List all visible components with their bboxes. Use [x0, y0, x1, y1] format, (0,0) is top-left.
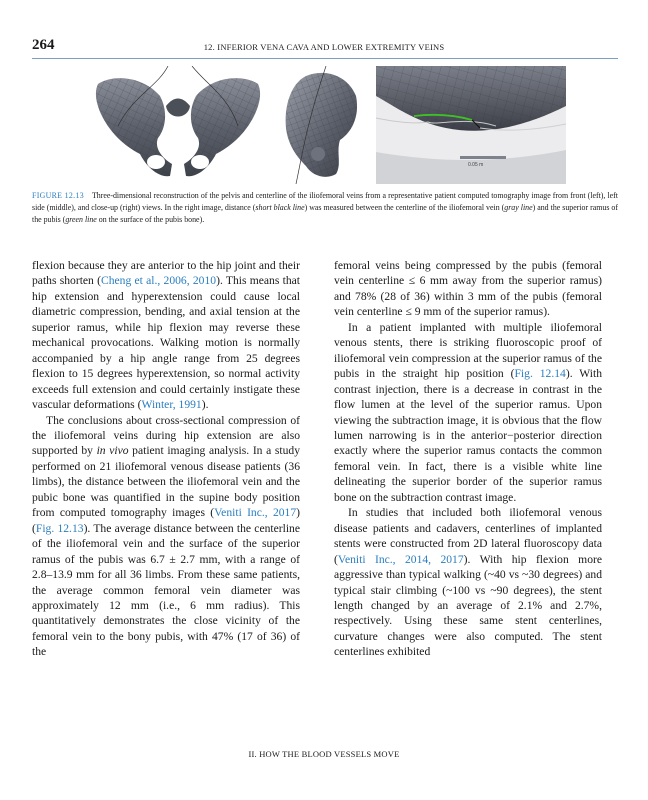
body-text: femoral veins being compressed by the pubis (femoral vein centerline ≤ 6 mm away from the superior ramus) and 78% (28 of 36) within 3 mm of the pubis (femoral vein centerline ≤ 9 mm of the superior ramus).: [334, 259, 602, 319]
caption-text: on the surface of the pubis bone).: [96, 215, 205, 224]
citation-link[interactable]: Winter, 1991: [141, 398, 202, 412]
pubis-closeup-image: [376, 66, 566, 184]
body-text: flexion because they are anterior to the hip joint and their paths shorten (: [32, 259, 300, 288]
page-number: 264: [32, 37, 55, 53]
paragraph: [32, 413, 300, 660]
body-text: ). The average distance between the centerline of the iliofemoral vein and the surface of the superior ramus of the pubis was 6.7 ± 2.7 mm, with a range of 2.8–13.9 mm for all 36 limbs. From these same patients, the average common femoral vein diameter was approximately 12 mm (i.e., 6 mm radius). This quantitatively demonstrates the close vicinity of the femoral vein to the bony pubis, with 47% (17 of 36) of the: [32, 521, 300, 659]
paragraph: [334, 320, 602, 505]
scale-bar-label: 0.05 m: [468, 162, 484, 168]
body-text: ). This means that hip extension and hyperextension could cause local diametric compression, bending, and axial tension at the superior ramus, while hip flexion may reverse these mechanical provocations. Walking motion is normally accompanied by a hip angle range from 25 degrees flexion to 15 degrees hyperextension, so normal activity exceeds full extension and could certainly instigate these vascular deformations (: [32, 274, 301, 412]
citation-link[interactable]: Cheng et al., 2006, 2010: [100, 274, 217, 288]
body-text: ). With contrast injection, there is a decrease in contrast in the flow lumen at the level of the superior ramus. Upon viewing the subtraction image, it is obvious that the flow lumen narrowing is in the anterior−posterior direction exactly where the superior ramus contacts the common femoral vein. In fact, there is a visible white line delineating the superior border of the superior ramus bone on the subtraction contrast image.: [334, 367, 602, 504]
figure-images: [88, 66, 566, 184]
body-italic: in vivo: [96, 444, 129, 458]
caption-italic: short black line: [255, 203, 305, 212]
citation-link[interactable]: Veniti Inc., 2017: [214, 506, 297, 520]
caption-italic: gray line: [504, 203, 533, 212]
pelvis-front-view-image: [88, 66, 268, 184]
body-text: ). With hip flexion more aggressive than typical walking (~40 vs ~30 degrees) and typical stair climbing (~100 vs ~90 degrees), the stent length changed by an average of 2.1% and 2.7%, respectively. Using these same stent centerlines, curvature changes were also computed. The stent centerlines exhibited: [334, 552, 603, 659]
body-column-right: [334, 258, 602, 660]
paragraph: [32, 258, 300, 413]
caption-italic: green line: [65, 215, 97, 224]
running-head: 12. INFERIOR VENA CAVA AND LOWER EXTREMITY VEINS: [203, 42, 445, 52]
caption-text: ) was measured between the centerline of the iliofemoral vein (: [304, 203, 505, 212]
header-rule: [32, 58, 618, 59]
pelvis-side-view-image: [276, 66, 364, 184]
caption-text: ) and the superior ramus of the pubis (: [32, 203, 618, 224]
paragraph: [334, 258, 602, 320]
figure-caption: [32, 190, 618, 226]
figure-label: FIGURE 12.13: [32, 191, 84, 200]
body-text: ).: [201, 398, 209, 412]
body-column-left: [32, 258, 300, 660]
figure-reference-link[interactable]: Fig. 12.14: [514, 367, 566, 381]
body-text: The conclusions about cross-sectional compression of the iliofemoral veins during hip extension are also supported by: [32, 413, 300, 458]
running-foot: II. HOW THE BLOOD VESSELS MOVE: [248, 749, 400, 759]
body-text: ) (: [32, 506, 301, 535]
paragraph: [334, 505, 602, 660]
caption-text: Three-dimensional reconstruction of the pelvis and centerline of the iliofemoral veins from a representative patient computed tomography image from front (left), left side (middle), and close-up (right) views. In the right image, distance (: [32, 191, 618, 212]
citation-link[interactable]: Veniti Inc., 2014, 2017: [337, 552, 464, 566]
body-text: patient imaging analysis. In a study performed on 21 iliofemoral venous disease patients (36 limbs), the distance between the iliofemoral vein and the pubic bone was quantified in the supine body position from computed tomography images (: [32, 444, 300, 520]
body-text: In a patient implanted with multiple iliofemoral venous stents, there is striking fluoroscopic proof of iliofemoral vein compression at the superior ramus of the pubis in the straight hip position (: [334, 320, 602, 381]
figure-reference-link[interactable]: Fig. 12.13: [35, 521, 84, 535]
body-text: In studies that included both iliofemoral venous disease patients and cadavers, centerlines of implanted stents were constructed from 2D lateral fluoroscopy data (: [334, 506, 602, 566]
